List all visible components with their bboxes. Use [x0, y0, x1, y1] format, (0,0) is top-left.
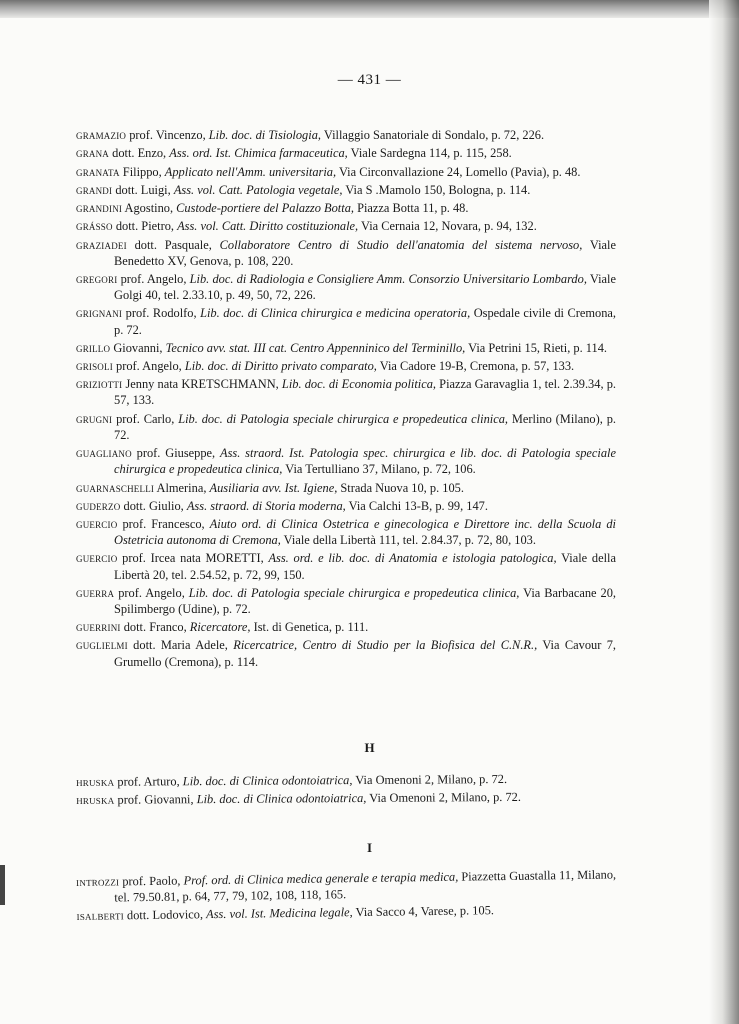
entry-name: prof. Vincenzo,: [129, 128, 209, 142]
entry-surname: GUARNASCHELLI: [76, 479, 155, 495]
entry-surname: GUDERZO: [76, 497, 121, 513]
entry-surname: GRAZIADEI: [76, 236, 127, 252]
entry-role: Lib. doc. di Clinica odontoiatrica,: [182, 773, 353, 789]
entry-name: dott. Franco,: [123, 620, 190, 635]
entry-name: prof. Francesco,: [122, 517, 210, 532]
entry-surname: GRUGNI: [76, 410, 113, 426]
entry-details: Ist. di Genetica, p. 111.: [250, 620, 369, 635]
entry-details: Viale Benedetto XV, Genova, p. 108, 220.: [114, 237, 616, 268]
entry-role: Lib. doc. di Tisiologia,: [208, 128, 321, 142]
entry-role: Lib. doc. di Patologia speciale chirurgica e propedeutica clinica,: [178, 411, 509, 426]
entry-name: prof. Giuseppe,: [136, 446, 221, 461]
entry-details: Strada Nuova 10, p. 105.: [337, 480, 464, 495]
index-entry: [76, 200, 616, 216]
entry-surname: GRILLO: [76, 339, 111, 355]
scan-shadow-right: [709, 0, 739, 1024]
entry-role: Ricercatore,: [189, 620, 251, 635]
entry-details: Via Cavour 7, Grumello (Cremona), p. 114.: [114, 638, 617, 669]
entry-surname: GUERRINI: [76, 619, 121, 635]
entry-role: Lib. doc. di Radiologia e Consigliere Amm. Consorzio Universitario Lombardo,: [189, 272, 587, 287]
entry-surname: GRIZIOTTI: [76, 376, 123, 392]
entry-details: Via Tertulliano 37, Milano, p. 72, 106.: [282, 462, 476, 477]
entry-name: Agostino,: [124, 201, 177, 216]
entry-details: Viale Sardegna 114, p. 115, 258.: [347, 146, 512, 161]
entry-surname: GUERRA: [76, 584, 115, 600]
index-entry: [76, 866, 616, 906]
section-heading-h: H: [364, 740, 375, 755]
entry-name: prof. Rodolfo,: [125, 306, 201, 321]
entry-name: prof. Paolo,: [122, 873, 184, 889]
index-entry: [76, 480, 616, 496]
index-entry: [76, 358, 616, 374]
entry-name: prof. Giovanni,: [117, 792, 197, 807]
entry-details: Piazza Garavaglia 1, tel. 2.39.34, p. 57, 133.: [114, 377, 616, 408]
entry-surname: GUERCIO: [76, 516, 118, 532]
index-entry: [76, 498, 616, 514]
page-number: — 431 —: [337, 72, 402, 88]
entry-details: Via S .Mamolo 150, Bologna, p. 114.: [342, 182, 531, 197]
index-entry: [76, 182, 616, 198]
entry-details: Via Calchi 13-B, p. 99, 147.: [345, 498, 488, 513]
entry-details: Via Circonvallazione 24, Lomello (Pavia), p. 48.: [336, 164, 581, 179]
entry-name: prof. Arturo,: [117, 774, 183, 789]
index-entry: [76, 218, 616, 234]
entry-name: dott. Pasquale,: [134, 237, 220, 252]
entry-role: Ass. ord. e lib. doc. di Anatomia e istologia patologica,: [268, 551, 557, 566]
entry-role: Applicato nell'Amm. universitaria,: [164, 164, 337, 179]
index-entry: [76, 340, 616, 356]
index-entry: [76, 145, 616, 161]
index-entry: [76, 585, 616, 617]
index-entry: [76, 445, 616, 477]
entry-surname: HRUSKA: [76, 792, 115, 808]
index-entry: [76, 127, 616, 143]
entry-details: Viale Golgi 40, tel. 2.33.10, p. 49, 50, 72, 226.: [114, 272, 616, 303]
entry-details: Via Cadore 19-B, Cremona, p. 57, 133.: [376, 359, 575, 374]
entry-details: Viale della Libertà 20, tel. 2.54.52, p. 72, 99, 150.: [114, 551, 616, 582]
entry-surname: GRANA: [76, 145, 110, 161]
index-entry: [76, 271, 616, 303]
entry-role: Ausiliaria avv. Ist. Igiene,: [209, 480, 338, 495]
entries-i: [76, 866, 617, 926]
entry-role: Prof. ord. di Clinica medica generale e terapia medica,: [183, 869, 459, 888]
entry-role: Aiuto ord. di Clinica Ostetrica e ginecologica e Direttore inc. della Scuola di Ostetricia autonoma di Cremona,: [114, 517, 616, 548]
entry-details: Via Sacco 4, Varese, p. 105.: [352, 903, 495, 920]
entry-surname: GREGORI: [76, 271, 118, 287]
entry-role: Tecnico avv. stat. III cat. Centro Appenninico del Terminillo,: [165, 340, 466, 355]
entries-h: [76, 770, 616, 810]
section-heading-i: I: [366, 840, 373, 855]
entry-role: Ass. vol. Catt. Diritto costituzionale,: [177, 219, 359, 234]
entry-surname: GUGLIELMI: [76, 637, 128, 653]
entry-name: dott. Enzo,: [112, 146, 170, 161]
index-entry: [76, 237, 616, 269]
entry-role: Lib. doc. di Economia politica,: [281, 377, 437, 392]
entry-details: Merlino (Milano), p. 72.: [114, 411, 616, 442]
entry-surname: GRIGNANI: [76, 305, 123, 321]
entry-surname: GRISOLI: [76, 358, 113, 374]
entry-details: Villaggio Sanatoriale di Sondalo, p. 72, 226.: [321, 128, 545, 142]
entry-surname: GUAGLIANO: [76, 445, 132, 461]
index-entry: [76, 305, 616, 337]
entry-role: Ricercatrice, Centro di Studio per la Biofisica del C.N.R.,: [233, 638, 538, 653]
scan-shadow-top: [0, 0, 739, 18]
entry-surname: ISALBERTI: [76, 907, 124, 924]
entry-name: prof. Angelo,: [120, 272, 190, 287]
index-entry: [76, 376, 616, 408]
entry-surname: GRANATA: [76, 163, 120, 179]
index-entry: [76, 770, 616, 790]
entry-surname: GRANDINI: [76, 200, 123, 216]
entry-details: Piazzetta Guastalla 11, Milano, tel. 79.50.81, p. 64, 77, 79, 102, 108, 118, 165.: [114, 867, 617, 905]
entry-role: Custode-portiere del Palazzo Botta,: [176, 201, 354, 216]
entry-details: Piazza Botta 11, p. 48.: [354, 201, 469, 216]
entry-details: Via Cernaia 12, Novara, p. 94, 132.: [358, 219, 537, 234]
entry-role: Lib. doc. di Patologia speciale chirurgica e propedeutica clinica,: [188, 585, 520, 600]
entry-name: prof. Angelo,: [116, 359, 185, 374]
entry-surname: GUERCIO: [76, 550, 118, 566]
entry-name: prof. Carlo,: [116, 411, 179, 426]
index-entry: [76, 637, 616, 669]
entry-role: Lib. doc. di Clinica chirurgica e medicina operatoria,: [200, 306, 471, 321]
index-entry: [76, 516, 616, 548]
entry-role: Lib. doc. di Clinica odontoiatrica,: [196, 791, 367, 807]
entry-role: Ass. straord. Ist. Patologia spec. chirurgica e lib. doc. di Patologia speciale chirurgica e propedeutica clinica,: [114, 446, 616, 477]
index-entry: [76, 164, 616, 180]
index-entry: [76, 550, 616, 582]
entry-details: Ospedale civile di Cremona, p. 72.: [114, 306, 617, 337]
entry-surname: GRAMAZIO: [76, 127, 127, 142]
entries-g: [76, 127, 616, 672]
entry-details: Via Omenoni 2, Milano, p. 72.: [366, 790, 521, 806]
entry-role: Ass. vol. Ist. Medicina legale,: [206, 905, 353, 922]
entry-details: Via Omenoni 2, Milano, p. 72.: [352, 771, 508, 788]
entry-name: Filippo,: [122, 164, 165, 179]
entry-surname: HRUSKA: [76, 773, 115, 789]
entry-name: dott. Pietro,: [115, 219, 178, 234]
entry-name: Jenny nata KRETSCHMANN,: [125, 377, 282, 392]
entry-surname: INTROZZI: [76, 873, 120, 889]
entry-details: Viale della Libertà 111, tel. 2.84.37, p. 72, 80, 103.: [280, 533, 536, 548]
index-entry: [76, 619, 616, 635]
entry-details: Via Barbacane 20, Spilimbergo (Udine), p. 72.: [114, 585, 617, 616]
entry-name: Giovanni,: [113, 340, 166, 355]
binding-mark: [0, 865, 5, 905]
entry-surname: GRANDI: [76, 181, 113, 197]
entry-role: Lib. doc. di Diritto privato comparato,: [184, 359, 377, 374]
entry-name: prof. Angelo,: [118, 585, 189, 600]
entry-role: Ass. straord. di Storia moderna,: [186, 498, 346, 513]
entry-surname: GRÁSSO: [76, 218, 113, 234]
entry-role: Collaboratore Centro di Studio dell'anatomia del sistema nervoso,: [219, 237, 583, 252]
entry-role: Ass. vol. Catt. Patologia vegetale,: [173, 182, 343, 197]
entry-name: Almerina,: [156, 480, 210, 495]
entry-role: Ass. ord. Ist. Chimica farmaceutica,: [169, 146, 348, 161]
entry-name: dott. Maria Adele,: [133, 638, 234, 653]
entry-name: prof. Ircea nata MORETTI,: [122, 551, 269, 566]
entry-name: dott. Lodovico,: [126, 907, 207, 923]
index-entry: [76, 789, 616, 809]
index-entry: [76, 411, 616, 443]
entry-details: Via Petrini 15, Rieti, p. 114.: [465, 340, 608, 355]
entry-name: dott. Giulio,: [123, 498, 187, 513]
entry-name: dott. Luigi,: [115, 182, 174, 197]
